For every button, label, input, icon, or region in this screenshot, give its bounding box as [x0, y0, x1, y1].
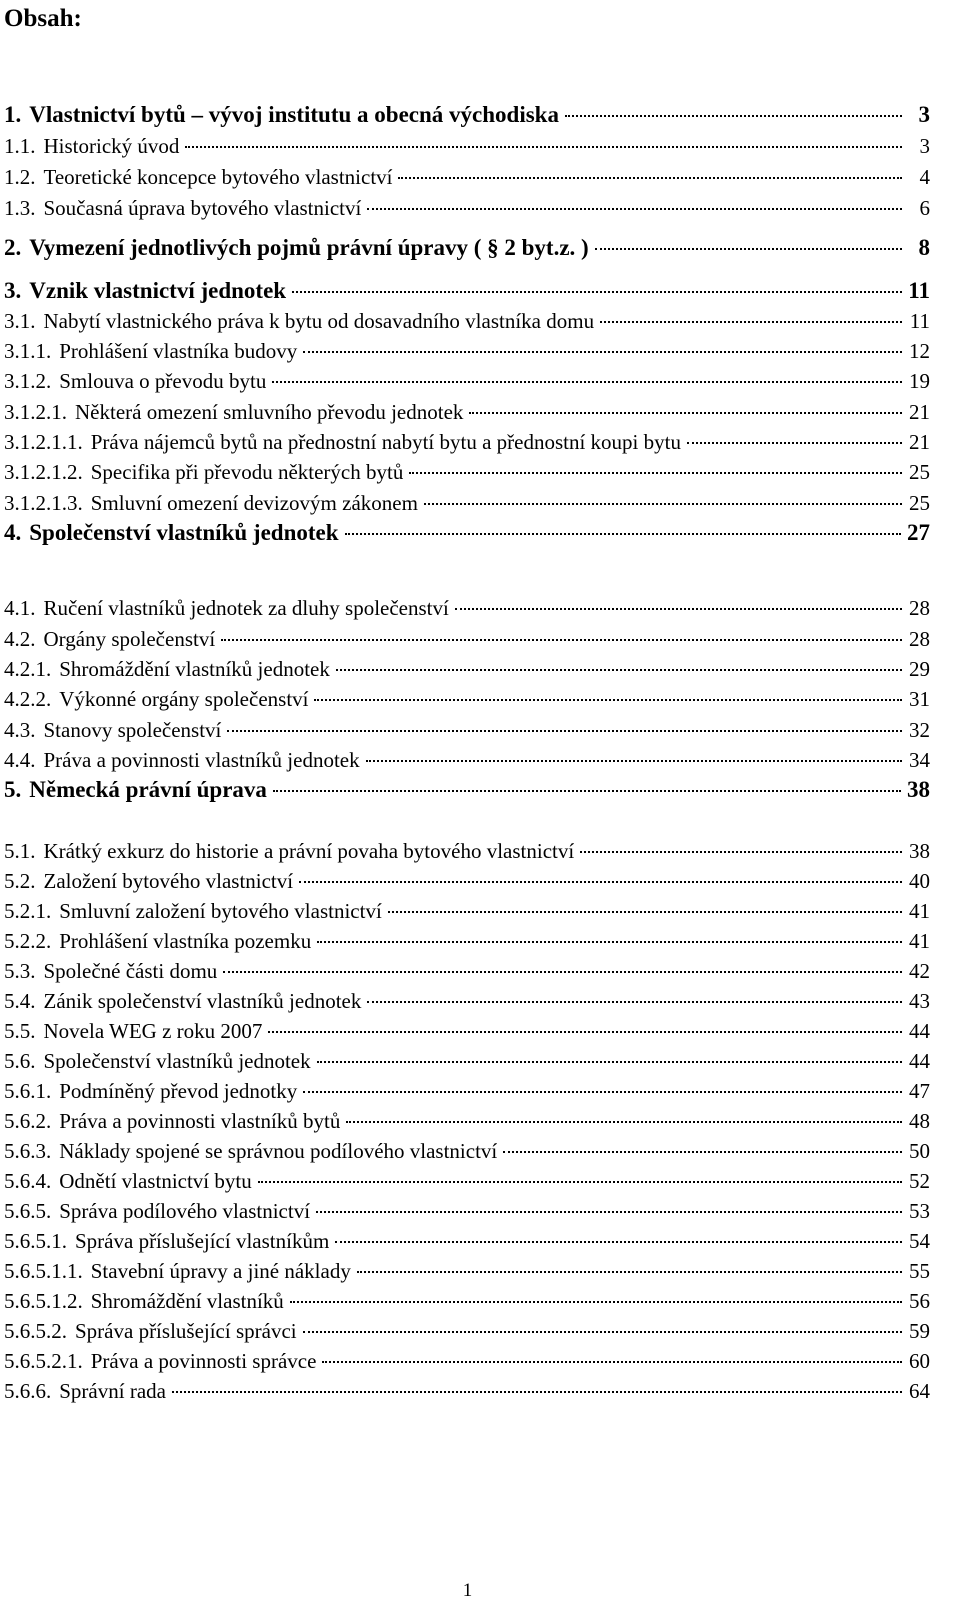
- toc-entry-page: 12: [909, 339, 930, 363]
- toc-entry-page: 21: [909, 400, 930, 424]
- toc-entry-page: 28: [909, 596, 930, 620]
- toc-entry-title: Novela WEG z roku 2007: [43, 1019, 263, 1043]
- toc-entry[interactable]: [4, 1226, 930, 1256]
- toc-entry[interactable]: [4, 715, 930, 745]
- dot-leader: [273, 790, 901, 792]
- toc-entry-title: Správa příslušející správci: [75, 1319, 297, 1343]
- toc-entry[interactable]: [4, 131, 930, 161]
- dot-leader: [316, 1211, 902, 1213]
- toc-entry-number: 3.1.1.: [4, 339, 52, 363]
- toc-entry-title: Zánik společenství vlastníků jednotek: [43, 989, 362, 1013]
- toc-entry-page: 3: [919, 134, 930, 158]
- toc-entry-number: 5.6.5.2.1.: [4, 1349, 83, 1373]
- toc-entry-title: Vlastnictví bytů – vývoj institutu a obecná východiska: [29, 102, 559, 127]
- toc-entry-number: 5.6.: [4, 1049, 36, 1073]
- page-number: 1: [462, 1580, 473, 1601]
- toc-entry[interactable]: [4, 306, 930, 336]
- toc-entry-page: 11: [908, 278, 930, 303]
- toc-entry-page: 44: [909, 1019, 930, 1043]
- dot-leader: [303, 1331, 902, 1333]
- toc-entry[interactable]: [4, 233, 930, 263]
- toc-entry-number: 5.5.: [4, 1019, 36, 1043]
- toc-entry-title: Správa podílového vlastnictví: [59, 1199, 311, 1223]
- toc-entry[interactable]: [4, 162, 930, 192]
- toc-entry[interactable]: [4, 1286, 930, 1316]
- toc-entry[interactable]: [4, 836, 930, 866]
- toc-entry-number: 5.6.6.: [4, 1379, 52, 1403]
- toc-entry-title: Prohlášení vlastníka budovy: [59, 339, 298, 363]
- toc-entry-number: 5.6.5.1.: [4, 1229, 67, 1253]
- toc-entry-number: 1.3.: [4, 196, 36, 220]
- toc-entry-title: Správa příslušející vlastníkům: [75, 1229, 330, 1253]
- toc-entry-title: Historický úvod: [43, 134, 180, 158]
- dot-leader: [292, 291, 902, 293]
- toc-entry[interactable]: [4, 1376, 930, 1406]
- table-of-contents: [4, 0, 930, 1600]
- toc-entry-title: Odnětí vlastnictví bytu: [59, 1169, 252, 1193]
- toc-entry-number: 5.1.: [4, 839, 36, 863]
- toc-entry[interactable]: [4, 1316, 930, 1346]
- toc-entry-title: Stavební úpravy a jiné náklady: [90, 1259, 351, 1283]
- toc-entry[interactable]: [4, 926, 930, 956]
- toc-entry-page: 55: [909, 1259, 930, 1283]
- toc-entry[interactable]: [4, 1256, 930, 1286]
- dot-leader: [335, 1241, 902, 1243]
- toc-entry[interactable]: [4, 866, 930, 896]
- toc-entry[interactable]: [4, 896, 930, 926]
- dot-leader: [258, 1181, 902, 1183]
- toc-entry-number: 1.1.: [4, 134, 36, 158]
- page-title: Obsah:: [4, 5, 82, 32]
- toc-entry-number: 5.3.: [4, 959, 36, 983]
- dot-leader: [299, 881, 902, 883]
- toc-entry-title: Německá právní úprava: [29, 777, 267, 802]
- dot-leader: [455, 608, 902, 610]
- toc-entry-title: Orgány společenství: [43, 627, 216, 651]
- toc-entry-page: 60: [909, 1349, 930, 1373]
- toc-entry-page: 38: [907, 777, 930, 802]
- dot-leader: [303, 351, 902, 353]
- dot-leader: [580, 851, 902, 853]
- toc-entry-title: Práva nájemců bytů na přednostní nabytí bytu a přednostní koupi bytu: [90, 430, 681, 454]
- toc-entry-title: Teoretické koncepce bytového vlastnictví: [43, 165, 393, 189]
- toc-entry[interactable]: [4, 518, 930, 548]
- dot-leader: [424, 503, 902, 505]
- toc-entry[interactable]: [4, 986, 930, 1016]
- dot-leader: [223, 971, 902, 973]
- toc-entry-page: 47: [909, 1079, 930, 1103]
- dot-leader: [388, 911, 902, 913]
- dot-leader: [268, 1031, 902, 1033]
- dot-leader: [272, 381, 902, 383]
- toc-entry-page: 56: [909, 1289, 930, 1313]
- toc-entry-page: 40: [909, 869, 930, 893]
- toc-entry-number: 4.2.: [4, 627, 36, 651]
- dot-leader: [409, 472, 902, 474]
- toc-entry[interactable]: [4, 193, 930, 223]
- toc-entry-number: 5.: [4, 777, 22, 802]
- toc-entry-number: 3.1.2.1.3.: [4, 491, 83, 515]
- toc-entry-page: 50: [909, 1139, 930, 1163]
- toc-entry-title: Společenství vlastníků jednotek: [29, 520, 339, 545]
- toc-entry-number: 4.3.: [4, 718, 36, 742]
- toc-entry-page: 32: [909, 718, 930, 742]
- toc-entry-title: Stanovy společenství: [43, 718, 222, 742]
- dot-leader: [314, 699, 902, 701]
- toc-entry-page: 19: [909, 369, 930, 393]
- toc-entry[interactable]: [4, 366, 930, 396]
- toc-entry-title: Nabytí vlastnického práva k bytu od dosavadního vlastníka domu: [43, 309, 595, 333]
- dot-leader: [221, 639, 902, 641]
- toc-entry-number: 5.6.5.: [4, 1199, 52, 1223]
- toc-entry-title: Výkonné orgány společenství: [59, 687, 309, 711]
- toc-entry-number: 4.4.: [4, 748, 36, 772]
- toc-entry-page: 27: [907, 520, 930, 545]
- toc-entry-page: 29: [909, 657, 930, 681]
- toc-entry-number: 3.1.: [4, 309, 36, 333]
- toc-entry-page: 41: [909, 899, 930, 923]
- toc-entry[interactable]: [4, 488, 930, 518]
- dot-leader: [345, 533, 901, 535]
- toc-entry-title: Shromáždění vlastníků: [90, 1289, 284, 1313]
- toc-entry-title: Smlouva o převodu bytu: [59, 369, 267, 393]
- toc-entry[interactable]: [4, 397, 930, 427]
- toc-entry-number: 3.1.2.1.: [4, 400, 67, 424]
- toc-entry-number: 5.6.1.: [4, 1079, 52, 1103]
- toc-entry-number: 1.2.: [4, 165, 36, 189]
- toc-entry-page: 64: [909, 1379, 930, 1403]
- toc-entry-title: Společné části domu: [43, 959, 218, 983]
- toc-entry[interactable]: [4, 775, 930, 805]
- dot-leader: [185, 146, 902, 148]
- dot-leader: [172, 1391, 902, 1393]
- toc-entry-number: 3.1.2.1.2.: [4, 460, 83, 484]
- toc-entry-page: 11: [909, 309, 930, 333]
- toc-entry[interactable]: [4, 1046, 930, 1076]
- toc-entry[interactable]: [4, 1196, 930, 1226]
- toc-entry[interactable]: [4, 1016, 930, 1046]
- toc-entry-page: 41: [909, 929, 930, 953]
- toc-entry-number: 4.2.1.: [4, 657, 52, 681]
- toc-entry[interactable]: [4, 684, 930, 714]
- toc-entry-page: 21: [909, 430, 930, 454]
- toc-entry-number: 5.6.4.: [4, 1169, 52, 1193]
- toc-entry[interactable]: [4, 1346, 930, 1376]
- toc-entry[interactable]: [4, 336, 930, 366]
- toc-entry[interactable]: [4, 624, 930, 654]
- toc-entry-page: 34: [909, 748, 930, 772]
- toc-entry-title: Prohlášení vlastníka pozemku: [59, 929, 312, 953]
- toc-entry-page: 25: [909, 460, 930, 484]
- toc-entry-title: Smluvní omezení devizovým zákonem: [90, 491, 418, 515]
- toc-entry-title: Práva a povinnosti vlastníků jednotek: [43, 748, 360, 772]
- dot-leader: [290, 1301, 902, 1303]
- dot-leader: [346, 1121, 902, 1123]
- toc-entry-title: Specifika při převodu některých bytů: [90, 460, 404, 484]
- dot-leader: [303, 1091, 902, 1093]
- toc-entry[interactable]: [4, 276, 930, 306]
- dot-leader: [227, 730, 902, 732]
- dot-leader: [595, 248, 902, 250]
- toc-entry-page: 3: [918, 102, 930, 127]
- dot-leader: [367, 1001, 902, 1003]
- dot-leader: [398, 177, 902, 179]
- toc-entry-page: 52: [909, 1169, 930, 1193]
- dot-leader: [565, 115, 902, 117]
- toc-entry-number: 2.: [4, 235, 22, 260]
- toc-entry-number: 4.: [4, 520, 22, 545]
- toc-entry[interactable]: [4, 1106, 930, 1136]
- dot-leader: [317, 941, 902, 943]
- toc-entry[interactable]: [4, 427, 930, 457]
- toc-entry-page: 8: [918, 235, 930, 260]
- toc-entry-number: 5.2.2.: [4, 929, 52, 953]
- toc-entry-number: 5.2.: [4, 869, 36, 893]
- toc-entry-title: Správní rada: [59, 1379, 166, 1403]
- toc-entry[interactable]: [4, 593, 930, 623]
- toc-entry-title: Smluvní založení bytového vlastnictví: [59, 899, 382, 923]
- toc-entry-title: Podmíněný převod jednotky: [59, 1079, 298, 1103]
- toc-entry-page: 43: [909, 989, 930, 1013]
- toc-entry-number: 5.4.: [4, 989, 36, 1013]
- toc-entry-page: 38: [909, 839, 930, 863]
- toc-entry-number: 5.6.5.1.2.: [4, 1289, 83, 1313]
- toc-entry-number: 1.: [4, 102, 22, 127]
- toc-entry-page: 6: [919, 196, 930, 220]
- toc-entry-page: 25: [909, 491, 930, 515]
- toc-entry-page: 4: [919, 165, 930, 189]
- toc-entry-title: Společenství vlastníků jednotek: [43, 1049, 311, 1073]
- toc-entry[interactable]: [4, 745, 930, 775]
- toc-entry[interactable]: [4, 457, 930, 487]
- toc-entry[interactable]: [4, 100, 930, 130]
- toc-entry-title: Vznik vlastnictví jednotek: [29, 278, 287, 303]
- toc-entry-number: 5.6.5.1.1.: [4, 1259, 83, 1283]
- toc-entry-number: 3.1.2.: [4, 369, 52, 393]
- dot-leader: [600, 321, 902, 323]
- toc-entry[interactable]: [4, 1136, 930, 1166]
- dot-leader: [687, 442, 902, 444]
- toc-entry[interactable]: [4, 654, 930, 684]
- toc-entry-title: Náklady spojené se správnou podílového vlastnictví: [59, 1139, 498, 1163]
- toc-entry-title: Práva a povinnosti správce: [90, 1349, 317, 1373]
- toc-entry-title: Práva a povinnosti vlastníků bytů: [59, 1109, 341, 1133]
- toc-entry-title: Vymezení jednotlivých pojmů právní úpravy ( § 2 byt.z. ): [29, 235, 589, 260]
- toc-entry-page: 54: [909, 1229, 930, 1253]
- dot-leader: [317, 1061, 902, 1063]
- toc-entry-number: 4.2.2.: [4, 687, 52, 711]
- toc-entry-page: 48: [909, 1109, 930, 1133]
- toc-entry-page: 42: [909, 959, 930, 983]
- toc-entry-title: Založení bytového vlastnictví: [43, 869, 294, 893]
- toc-entry-number: 5.2.1.: [4, 899, 52, 923]
- toc-entry-page: 44: [909, 1049, 930, 1073]
- toc-entry[interactable]: [4, 956, 930, 986]
- toc-entry-page: 53: [909, 1199, 930, 1223]
- dot-leader: [357, 1271, 902, 1273]
- toc-entry-title: Některá omezení smluvního převodu jednotek: [75, 400, 464, 424]
- toc-entry-number: 4.1.: [4, 596, 36, 620]
- toc-entry-page: 31: [909, 687, 930, 711]
- dot-leader: [503, 1151, 902, 1153]
- toc-entry-title: Shromáždění vlastníků jednotek: [59, 657, 330, 681]
- toc-entry-page: 28: [909, 627, 930, 651]
- toc-entry-title: Krátký exkurz do historie a právní povaha bytového vlastnictví: [43, 839, 575, 863]
- toc-entry-page: 59: [909, 1319, 930, 1343]
- toc-entry-number: 5.6.3.: [4, 1139, 52, 1163]
- toc-entry-number: 5.6.2.: [4, 1109, 52, 1133]
- dot-leader: [366, 760, 902, 762]
- toc-entry-title: Současná úprava bytového vlastnictví: [43, 196, 362, 220]
- toc-entry-title: Ručení vlastníků jednotek za dluhy společenství: [43, 596, 449, 620]
- dot-leader: [336, 669, 902, 671]
- toc-entry-number: 3.: [4, 278, 22, 303]
- toc-entry-number: 5.6.5.2.: [4, 1319, 67, 1343]
- dot-leader: [367, 208, 902, 210]
- toc-entry[interactable]: [4, 1166, 930, 1196]
- dot-leader: [469, 412, 902, 414]
- toc-entry-number: 3.1.2.1.1.: [4, 430, 83, 454]
- toc-entry[interactable]: [4, 1076, 930, 1106]
- dot-leader: [322, 1361, 902, 1363]
